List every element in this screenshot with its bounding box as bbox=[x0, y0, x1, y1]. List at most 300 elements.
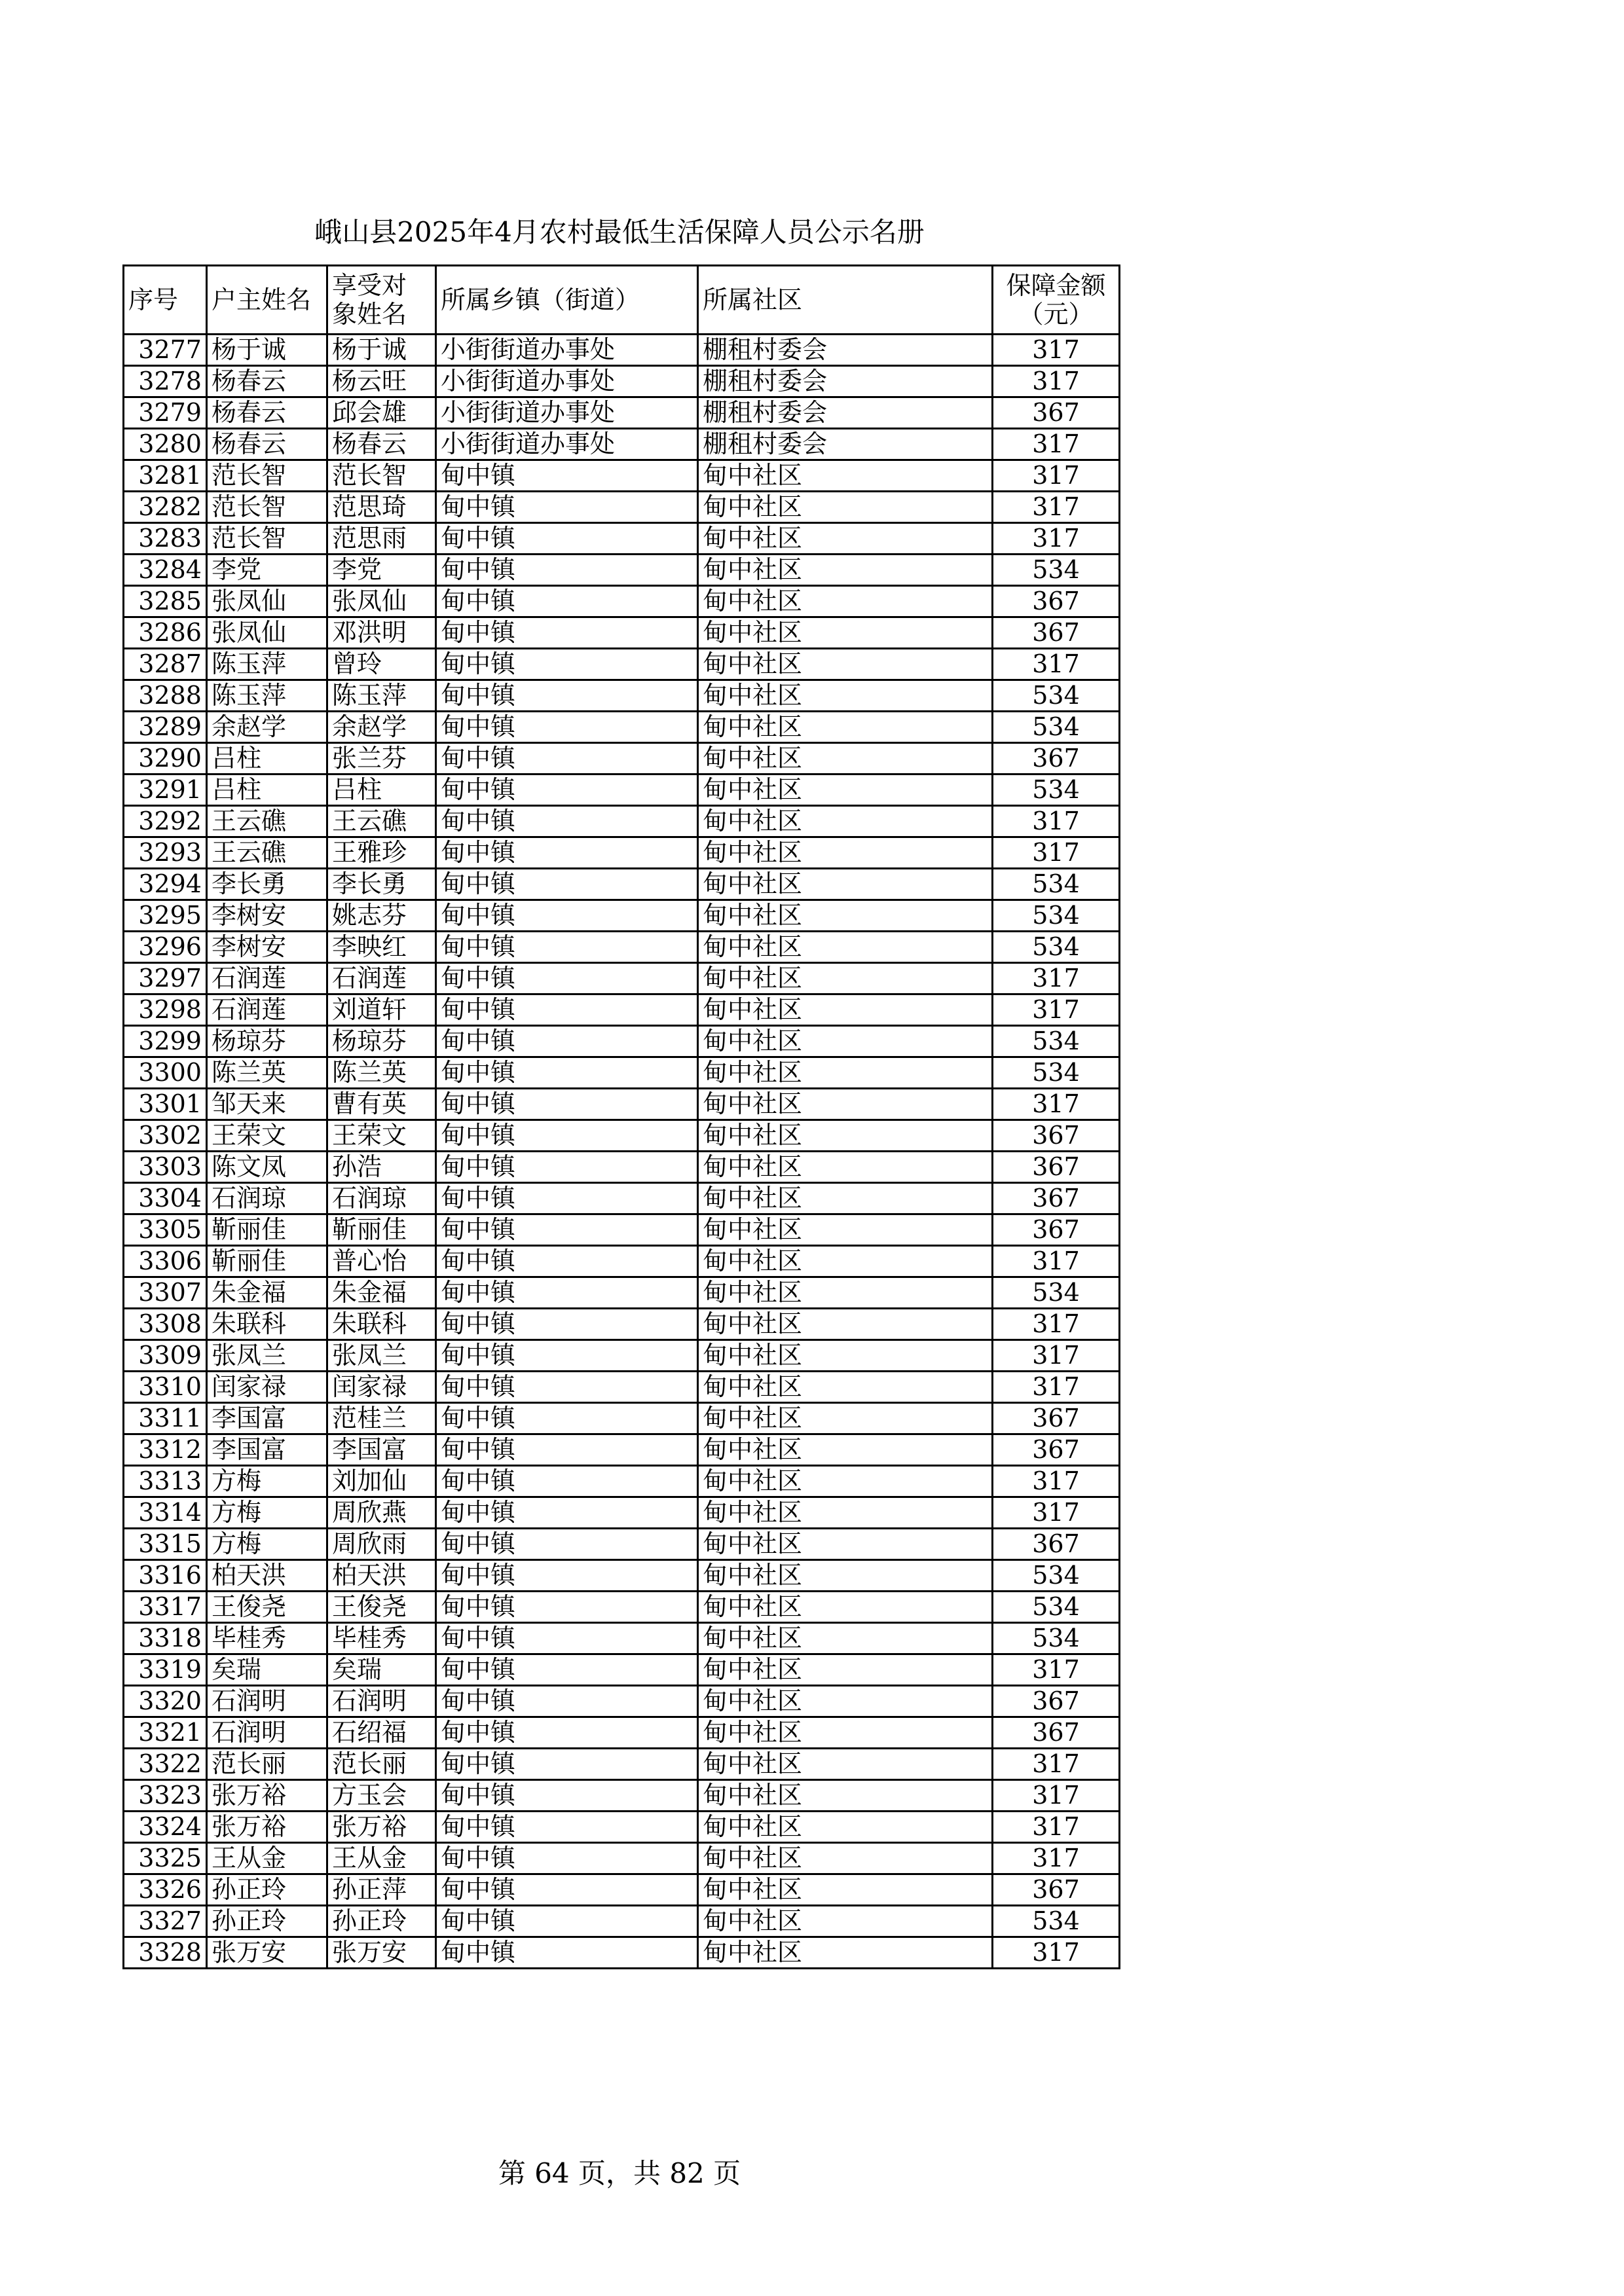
cell-amount: 534 bbox=[993, 555, 1120, 586]
cell-householder: 吕柱 bbox=[207, 743, 327, 774]
cell-no: 3292 bbox=[124, 806, 207, 837]
cell-community: 甸中社区 bbox=[698, 1686, 993, 1717]
cell-community: 甸中社区 bbox=[698, 1497, 993, 1529]
cell-amount: 317 bbox=[993, 366, 1120, 397]
table-row bbox=[124, 492, 1120, 523]
cell-beneficiary: 矣瑞 bbox=[327, 1654, 436, 1686]
table-row bbox=[124, 1277, 1120, 1309]
cell-no: 3314 bbox=[124, 1497, 207, 1529]
cell-community: 甸中社区 bbox=[698, 523, 993, 555]
cell-no: 3315 bbox=[124, 1529, 207, 1560]
cell-amount: 317 bbox=[993, 523, 1120, 555]
cell-householder: 王云礁 bbox=[207, 837, 327, 869]
table-row bbox=[124, 1874, 1120, 1906]
cell-householder: 闰家禄 bbox=[207, 1372, 327, 1403]
cell-householder: 张凤仙 bbox=[207, 586, 327, 617]
table-row bbox=[124, 900, 1120, 932]
cell-community: 甸中社区 bbox=[698, 1152, 993, 1183]
cell-no: 3325 bbox=[124, 1843, 207, 1874]
cell-no: 3278 bbox=[124, 366, 207, 397]
cell-no: 3296 bbox=[124, 932, 207, 963]
cell-community: 甸中社区 bbox=[698, 1183, 993, 1214]
table-row bbox=[124, 774, 1120, 806]
cell-beneficiary: 王荣文 bbox=[327, 1120, 436, 1152]
cell-no: 3326 bbox=[124, 1874, 207, 1906]
cell-community: 棚租村委会 bbox=[698, 366, 993, 397]
cell-no: 3284 bbox=[124, 555, 207, 586]
cell-beneficiary: 范思雨 bbox=[327, 523, 436, 555]
cell-community: 甸中社区 bbox=[698, 1403, 993, 1434]
cell-community: 甸中社区 bbox=[698, 963, 993, 994]
cell-town: 甸中镇 bbox=[436, 1403, 698, 1434]
cell-amount: 534 bbox=[993, 774, 1120, 806]
cell-beneficiary: 李长勇 bbox=[327, 869, 436, 900]
cell-amount: 534 bbox=[993, 932, 1120, 963]
cell-beneficiary: 毕桂秀 bbox=[327, 1623, 436, 1654]
cell-no: 3308 bbox=[124, 1309, 207, 1340]
table-row bbox=[124, 1434, 1120, 1466]
cell-householder: 毕桂秀 bbox=[207, 1623, 327, 1654]
cell-community: 甸中社区 bbox=[698, 1812, 993, 1843]
table-row bbox=[124, 1560, 1120, 1592]
cell-community: 甸中社区 bbox=[698, 1057, 993, 1089]
cell-householder: 方梅 bbox=[207, 1497, 327, 1529]
cell-town: 甸中镇 bbox=[436, 932, 698, 963]
cell-town: 甸中镇 bbox=[436, 1057, 698, 1089]
table-row bbox=[124, 963, 1120, 994]
cell-amount: 317 bbox=[993, 1309, 1120, 1340]
cell-town: 甸中镇 bbox=[436, 1340, 698, 1372]
header-amount-line2: （元） bbox=[1018, 300, 1094, 329]
table-row bbox=[124, 1812, 1120, 1843]
table-row bbox=[124, 1309, 1120, 1340]
cell-amount: 317 bbox=[993, 1843, 1120, 1874]
table-row bbox=[124, 837, 1120, 869]
cell-no: 3311 bbox=[124, 1403, 207, 1434]
table-row bbox=[124, 869, 1120, 900]
cell-town: 甸中镇 bbox=[436, 806, 698, 837]
cell-no: 3303 bbox=[124, 1152, 207, 1183]
table-row bbox=[124, 1749, 1120, 1780]
cell-beneficiary: 杨云旺 bbox=[327, 366, 436, 397]
cell-amount: 534 bbox=[993, 900, 1120, 932]
cell-town: 小街街道办事处 bbox=[436, 397, 698, 429]
cell-amount: 534 bbox=[993, 1592, 1120, 1623]
cell-town: 甸中镇 bbox=[436, 994, 698, 1026]
cell-beneficiary: 刘加仙 bbox=[327, 1466, 436, 1497]
cell-no: 3316 bbox=[124, 1560, 207, 1592]
cell-community: 甸中社区 bbox=[698, 806, 993, 837]
cell-community: 甸中社区 bbox=[698, 1372, 993, 1403]
header-amount bbox=[993, 266, 1120, 335]
cell-amount: 367 bbox=[993, 1529, 1120, 1560]
table-row bbox=[124, 1937, 1120, 1969]
table-row bbox=[124, 1717, 1120, 1749]
cell-beneficiary: 张凤兰 bbox=[327, 1340, 436, 1372]
cell-community: 甸中社区 bbox=[698, 1780, 993, 1812]
cell-amount: 317 bbox=[993, 492, 1120, 523]
cell-householder: 李国富 bbox=[207, 1403, 327, 1434]
cell-community: 甸中社区 bbox=[698, 492, 993, 523]
cell-town: 甸中镇 bbox=[436, 586, 698, 617]
table-row bbox=[124, 523, 1120, 555]
cell-beneficiary: 杨于诚 bbox=[327, 335, 436, 366]
cell-no: 3280 bbox=[124, 429, 207, 460]
table-row bbox=[124, 1340, 1120, 1372]
table-row bbox=[124, 429, 1120, 460]
cell-town: 甸中镇 bbox=[436, 1906, 698, 1937]
cell-beneficiary: 姚志芬 bbox=[327, 900, 436, 932]
cell-town: 甸中镇 bbox=[436, 1843, 698, 1874]
cell-householder: 王俊尧 bbox=[207, 1592, 327, 1623]
cell-town: 甸中镇 bbox=[436, 1560, 698, 1592]
cell-beneficiary: 孙浩 bbox=[327, 1152, 436, 1183]
cell-amount: 534 bbox=[993, 1623, 1120, 1654]
cell-no: 3299 bbox=[124, 1026, 207, 1057]
cell-amount: 367 bbox=[993, 1214, 1120, 1246]
table-row bbox=[124, 1026, 1120, 1057]
cell-community: 甸中社区 bbox=[698, 774, 993, 806]
cell-no: 3300 bbox=[124, 1057, 207, 1089]
cell-householder: 李树安 bbox=[207, 900, 327, 932]
table-row bbox=[124, 1120, 1120, 1152]
cell-no: 3285 bbox=[124, 586, 207, 617]
cell-town: 甸中镇 bbox=[436, 1246, 698, 1277]
cell-town: 甸中镇 bbox=[436, 1183, 698, 1214]
cell-no: 3309 bbox=[124, 1340, 207, 1372]
cell-amount: 534 bbox=[993, 1277, 1120, 1309]
cell-town: 甸中镇 bbox=[436, 774, 698, 806]
cell-no: 3306 bbox=[124, 1246, 207, 1277]
table-row bbox=[124, 1780, 1120, 1812]
cell-amount: 534 bbox=[993, 1026, 1120, 1057]
cell-householder: 石润莲 bbox=[207, 963, 327, 994]
cell-town: 甸中镇 bbox=[436, 1780, 698, 1812]
table-row bbox=[124, 1466, 1120, 1497]
cell-amount: 317 bbox=[993, 1937, 1120, 1969]
cell-beneficiary: 范长丽 bbox=[327, 1749, 436, 1780]
cell-town: 甸中镇 bbox=[436, 1937, 698, 1969]
cell-amount: 317 bbox=[993, 963, 1120, 994]
table-row bbox=[124, 712, 1120, 743]
cell-beneficiary: 王从金 bbox=[327, 1843, 436, 1874]
cell-no: 3310 bbox=[124, 1372, 207, 1403]
cell-town: 甸中镇 bbox=[436, 1717, 698, 1749]
header-beneficiary bbox=[327, 266, 436, 335]
cell-beneficiary: 王云礁 bbox=[327, 806, 436, 837]
cell-town: 甸中镇 bbox=[436, 555, 698, 586]
cell-no: 3302 bbox=[124, 1120, 207, 1152]
cell-beneficiary: 石润琼 bbox=[327, 1183, 436, 1214]
cell-beneficiary: 王俊尧 bbox=[327, 1592, 436, 1623]
cell-town: 甸中镇 bbox=[436, 1592, 698, 1623]
table-row bbox=[124, 806, 1120, 837]
cell-householder: 朱金福 bbox=[207, 1277, 327, 1309]
cell-community: 甸中社区 bbox=[698, 1906, 993, 1937]
cell-community: 甸中社区 bbox=[698, 1089, 993, 1120]
cell-householder: 杨春云 bbox=[207, 397, 327, 429]
cell-beneficiary: 邱会雄 bbox=[327, 397, 436, 429]
cell-town: 甸中镇 bbox=[436, 712, 698, 743]
cell-householder: 余赵学 bbox=[207, 712, 327, 743]
header-town: 所属乡镇（街道） bbox=[436, 266, 698, 335]
roster-table bbox=[122, 264, 1120, 1969]
cell-community: 棚租村委会 bbox=[698, 429, 993, 460]
cell-beneficiary: 张万安 bbox=[327, 1937, 436, 1969]
table-row bbox=[124, 1843, 1120, 1874]
table-row bbox=[124, 994, 1120, 1026]
cell-community: 甸中社区 bbox=[698, 617, 993, 649]
table-row bbox=[124, 1214, 1120, 1246]
cell-amount: 317 bbox=[993, 837, 1120, 869]
cell-no: 3318 bbox=[124, 1623, 207, 1654]
table-row bbox=[124, 1372, 1120, 1403]
cell-no: 3307 bbox=[124, 1277, 207, 1309]
cell-town: 小街街道办事处 bbox=[436, 335, 698, 366]
cell-town: 甸中镇 bbox=[436, 1654, 698, 1686]
cell-no: 3328 bbox=[124, 1937, 207, 1969]
table-row bbox=[124, 1497, 1120, 1529]
cell-community: 棚租村委会 bbox=[698, 397, 993, 429]
cell-town: 甸中镇 bbox=[436, 1497, 698, 1529]
cell-no: 3324 bbox=[124, 1812, 207, 1843]
roster-body bbox=[124, 335, 1120, 1969]
cell-beneficiary: 张凤仙 bbox=[327, 586, 436, 617]
cell-town: 甸中镇 bbox=[436, 1686, 698, 1717]
cell-community: 甸中社区 bbox=[698, 1120, 993, 1152]
cell-town: 甸中镇 bbox=[436, 1277, 698, 1309]
cell-beneficiary: 朱联科 bbox=[327, 1309, 436, 1340]
cell-no: 3313 bbox=[124, 1466, 207, 1497]
cell-community: 甸中社区 bbox=[698, 743, 993, 774]
cell-beneficiary: 范长智 bbox=[327, 460, 436, 492]
cell-town: 甸中镇 bbox=[436, 1466, 698, 1497]
cell-beneficiary: 朱金福 bbox=[327, 1277, 436, 1309]
cell-town: 甸中镇 bbox=[436, 1309, 698, 1340]
cell-amount: 317 bbox=[993, 1089, 1120, 1120]
table-row bbox=[124, 1906, 1120, 1937]
cell-community: 甸中社区 bbox=[698, 1623, 993, 1654]
cell-amount: 317 bbox=[993, 1340, 1120, 1372]
cell-town: 甸中镇 bbox=[436, 900, 698, 932]
cell-no: 3279 bbox=[124, 397, 207, 429]
cell-amount: 367 bbox=[993, 1717, 1120, 1749]
cell-beneficiary: 孙正萍 bbox=[327, 1874, 436, 1906]
table-row bbox=[124, 460, 1120, 492]
cell-no: 3301 bbox=[124, 1089, 207, 1120]
cell-town: 甸中镇 bbox=[436, 869, 698, 900]
cell-householder: 杨春云 bbox=[207, 366, 327, 397]
cell-community: 甸中社区 bbox=[698, 1340, 993, 1372]
cell-no: 3295 bbox=[124, 900, 207, 932]
cell-beneficiary: 李映红 bbox=[327, 932, 436, 963]
cell-community: 甸中社区 bbox=[698, 1654, 993, 1686]
cell-beneficiary: 周欣雨 bbox=[327, 1529, 436, 1560]
cell-town: 甸中镇 bbox=[436, 1812, 698, 1843]
cell-amount: 367 bbox=[993, 1183, 1120, 1214]
cell-householder: 石润琼 bbox=[207, 1183, 327, 1214]
cell-householder: 杨琼芬 bbox=[207, 1026, 327, 1057]
cell-amount: 317 bbox=[993, 994, 1120, 1026]
cell-town: 甸中镇 bbox=[436, 649, 698, 680]
cell-no: 3288 bbox=[124, 680, 207, 712]
cell-town: 甸中镇 bbox=[436, 492, 698, 523]
cell-householder: 石润明 bbox=[207, 1717, 327, 1749]
cell-no: 3286 bbox=[124, 617, 207, 649]
cell-amount: 367 bbox=[993, 1874, 1120, 1906]
cell-no: 3277 bbox=[124, 335, 207, 366]
cell-amount: 367 bbox=[993, 586, 1120, 617]
cell-community: 甸中社区 bbox=[698, 1434, 993, 1466]
cell-amount: 534 bbox=[993, 869, 1120, 900]
table-row bbox=[124, 1686, 1120, 1717]
table-header-row bbox=[124, 266, 1120, 335]
cell-town: 甸中镇 bbox=[436, 1214, 698, 1246]
cell-amount: 317 bbox=[993, 1497, 1120, 1529]
cell-no: 3291 bbox=[124, 774, 207, 806]
cell-no: 3297 bbox=[124, 963, 207, 994]
cell-community: 甸中社区 bbox=[698, 1277, 993, 1309]
cell-community: 甸中社区 bbox=[698, 586, 993, 617]
header-no: 序号 bbox=[124, 266, 207, 335]
cell-householder: 张万裕 bbox=[207, 1812, 327, 1843]
cell-amount: 317 bbox=[993, 1780, 1120, 1812]
cell-householder: 王云礁 bbox=[207, 806, 327, 837]
cell-no: 3317 bbox=[124, 1592, 207, 1623]
cell-beneficiary: 王雅珍 bbox=[327, 837, 436, 869]
cell-town: 甸中镇 bbox=[436, 523, 698, 555]
header-community: 所属社区 bbox=[698, 266, 993, 335]
cell-amount: 317 bbox=[993, 429, 1120, 460]
table-row bbox=[124, 649, 1120, 680]
cell-no: 3319 bbox=[124, 1654, 207, 1686]
cell-amount: 317 bbox=[993, 1466, 1120, 1497]
cell-amount: 367 bbox=[993, 1434, 1120, 1466]
cell-community: 甸中社区 bbox=[698, 1874, 993, 1906]
table-row bbox=[124, 1654, 1120, 1686]
cell-householder: 范长智 bbox=[207, 460, 327, 492]
cell-amount: 367 bbox=[993, 1403, 1120, 1434]
table-row bbox=[124, 1152, 1120, 1183]
table-row bbox=[124, 1057, 1120, 1089]
cell-no: 3321 bbox=[124, 1717, 207, 1749]
cell-community: 甸中社区 bbox=[698, 932, 993, 963]
cell-community: 甸中社区 bbox=[698, 837, 993, 869]
header-beneficiary-line2: 象姓名 bbox=[332, 300, 407, 329]
cell-householder: 李树安 bbox=[207, 932, 327, 963]
cell-amount: 534 bbox=[993, 680, 1120, 712]
cell-no: 3298 bbox=[124, 994, 207, 1026]
cell-householder: 杨春云 bbox=[207, 429, 327, 460]
cell-community: 甸中社区 bbox=[698, 1466, 993, 1497]
cell-beneficiary: 陈玉萍 bbox=[327, 680, 436, 712]
cell-amount: 317 bbox=[993, 1246, 1120, 1277]
table-row bbox=[124, 335, 1120, 366]
cell-beneficiary: 刘道轩 bbox=[327, 994, 436, 1026]
cell-householder: 范长智 bbox=[207, 492, 327, 523]
cell-amount: 367 bbox=[993, 1686, 1120, 1717]
table-row bbox=[124, 366, 1120, 397]
cell-amount: 367 bbox=[993, 743, 1120, 774]
cell-no: 3327 bbox=[124, 1906, 207, 1937]
cell-town: 甸中镇 bbox=[436, 1749, 698, 1780]
cell-householder: 王荣文 bbox=[207, 1120, 327, 1152]
cell-beneficiary: 孙正玲 bbox=[327, 1906, 436, 1937]
cell-householder: 陈文凤 bbox=[207, 1152, 327, 1183]
cell-community: 甸中社区 bbox=[698, 1309, 993, 1340]
cell-no: 3322 bbox=[124, 1749, 207, 1780]
cell-community: 甸中社区 bbox=[698, 1214, 993, 1246]
header-beneficiary-line1: 享受对 bbox=[332, 271, 407, 300]
cell-householder: 吕柱 bbox=[207, 774, 327, 806]
cell-amount: 317 bbox=[993, 460, 1120, 492]
cell-householder: 石润明 bbox=[207, 1686, 327, 1717]
cell-beneficiary: 方玉会 bbox=[327, 1780, 436, 1812]
cell-no: 3323 bbox=[124, 1780, 207, 1812]
cell-beneficiary: 范桂兰 bbox=[327, 1403, 436, 1434]
cell-town: 小街街道办事处 bbox=[436, 366, 698, 397]
cell-beneficiary: 曹有英 bbox=[327, 1089, 436, 1120]
cell-community: 棚租村委会 bbox=[698, 335, 993, 366]
cell-beneficiary: 杨春云 bbox=[327, 429, 436, 460]
cell-community: 甸中社区 bbox=[698, 994, 993, 1026]
cell-beneficiary: 闰家禄 bbox=[327, 1372, 436, 1403]
table-row bbox=[124, 743, 1120, 774]
cell-amount: 317 bbox=[993, 806, 1120, 837]
cell-householder: 张凤仙 bbox=[207, 617, 327, 649]
cell-householder: 陈玉萍 bbox=[207, 649, 327, 680]
cell-householder: 杨于诚 bbox=[207, 335, 327, 366]
cell-householder: 李党 bbox=[207, 555, 327, 586]
cell-amount: 317 bbox=[993, 335, 1120, 366]
cell-no: 3290 bbox=[124, 743, 207, 774]
table-row bbox=[124, 1592, 1120, 1623]
cell-no: 3294 bbox=[124, 869, 207, 900]
cell-beneficiary: 靳丽佳 bbox=[327, 1214, 436, 1246]
cell-community: 甸中社区 bbox=[698, 1592, 993, 1623]
cell-community: 甸中社区 bbox=[698, 460, 993, 492]
cell-beneficiary: 李国富 bbox=[327, 1434, 436, 1466]
table-row bbox=[124, 1183, 1120, 1214]
cell-town: 甸中镇 bbox=[436, 680, 698, 712]
cell-town: 甸中镇 bbox=[436, 1089, 698, 1120]
cell-beneficiary: 邓洪明 bbox=[327, 617, 436, 649]
table-row bbox=[124, 397, 1120, 429]
cell-amount: 317 bbox=[993, 1812, 1120, 1843]
cell-town: 甸中镇 bbox=[436, 743, 698, 774]
cell-beneficiary: 张万裕 bbox=[327, 1812, 436, 1843]
table-row bbox=[124, 1403, 1120, 1434]
cell-householder: 陈玉萍 bbox=[207, 680, 327, 712]
cell-householder: 矣瑞 bbox=[207, 1654, 327, 1686]
cell-community: 甸中社区 bbox=[698, 1937, 993, 1969]
cell-town: 甸中镇 bbox=[436, 1434, 698, 1466]
cell-no: 3289 bbox=[124, 712, 207, 743]
cell-community: 甸中社区 bbox=[698, 1246, 993, 1277]
table-row bbox=[124, 1529, 1120, 1560]
cell-householder: 邹天来 bbox=[207, 1089, 327, 1120]
cell-householder: 柏天洪 bbox=[207, 1560, 327, 1592]
cell-town: 甸中镇 bbox=[436, 1026, 698, 1057]
table-row bbox=[124, 617, 1120, 649]
cell-householder: 陈兰英 bbox=[207, 1057, 327, 1089]
table-row bbox=[124, 555, 1120, 586]
cell-beneficiary: 普心怡 bbox=[327, 1246, 436, 1277]
cell-householder: 范长智 bbox=[207, 523, 327, 555]
cell-householder: 张凤兰 bbox=[207, 1340, 327, 1372]
cell-householder: 孙正玲 bbox=[207, 1906, 327, 1937]
cell-amount: 317 bbox=[993, 649, 1120, 680]
